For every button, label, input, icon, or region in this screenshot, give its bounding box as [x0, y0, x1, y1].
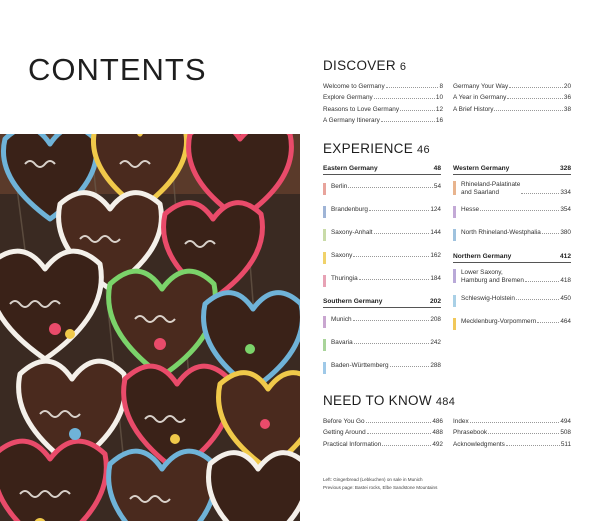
toc-entry-page: 492 [432, 440, 443, 448]
toc-entry-label-line2: Hamburg and Bremen [461, 276, 524, 284]
region-page: 48 [433, 165, 441, 172]
color-tab [453, 181, 456, 195]
need-to-know-left-list [323, 414, 443, 448]
leader-dots [507, 98, 563, 99]
toc-entry-page: 486 [432, 418, 443, 426]
toc-entry-label: Acknowledgments [453, 440, 505, 448]
toc-entry[interactable] [453, 206, 571, 218]
leader-dots [494, 110, 562, 111]
region-page: 328 [559, 165, 571, 172]
leader-dots [480, 210, 559, 211]
color-tab [453, 229, 456, 241]
color-tab [453, 318, 456, 330]
leader-dots [353, 256, 429, 257]
toc-entry[interactable] [323, 414, 443, 425]
toc-entry-label: Before You Go [323, 418, 365, 426]
toc-entry[interactable] [323, 252, 441, 264]
leader-dots [521, 193, 559, 194]
leader-dots [369, 210, 429, 211]
toc-entry-page: 10 [435, 94, 443, 102]
need-to-know-heading [323, 393, 455, 408]
toc-entry[interactable] [323, 339, 441, 351]
leader-dots [359, 279, 430, 280]
toc-entry-page: 511 [560, 440, 571, 448]
color-tab [323, 252, 326, 264]
caption-line: Previous page: Bastei rocks, Elbe Sandstone Mountains [323, 485, 438, 490]
toc-entry-page: 380 [560, 229, 571, 236]
toc-entry-label: Baden-Württemberg [331, 362, 389, 369]
color-tab [323, 206, 326, 218]
page-title: CONTENTS [28, 52, 207, 87]
toc-entry[interactable] [453, 414, 571, 425]
leader-dots [509, 87, 563, 88]
toc-entry-label-line1: Lower Saxony, [461, 269, 503, 276]
leader-dots [353, 320, 430, 321]
experience-heading-text: EXPERIENCE [323, 141, 414, 156]
toc-entry[interactable] [323, 183, 441, 195]
discover-right-list [453, 79, 571, 113]
toc-entry-page: 38 [563, 105, 571, 113]
color-tab [323, 339, 326, 351]
toc-entry-label: A Year in Germany [453, 94, 507, 102]
toc-entry[interactable] [453, 90, 571, 101]
need-to-know-right-list [453, 414, 571, 448]
toc-entry-label: Saxony [331, 252, 353, 259]
photo-caption [323, 476, 437, 492]
toc-entry[interactable] [323, 101, 443, 112]
color-tab [323, 362, 326, 374]
region-label: Southern Germany [323, 298, 383, 305]
color-tab [323, 275, 326, 287]
region-western-germany[interactable] [453, 165, 571, 175]
toc-entry-label: Index [453, 418, 469, 426]
toc-entry-page: 162 [430, 252, 441, 259]
leader-dots [374, 98, 435, 99]
region-northern-germany[interactable] [453, 253, 571, 263]
region-southern-germany[interactable] [323, 298, 441, 308]
color-tab [323, 229, 326, 241]
toc-entry[interactable] [323, 229, 441, 241]
leader-dots [382, 445, 431, 446]
discover-left-list [323, 79, 443, 124]
toc-entry[interactable] [453, 425, 571, 436]
toc-entry[interactable] [323, 316, 441, 328]
toc-entry[interactable] [323, 425, 443, 436]
toc-entry-page: 20 [563, 83, 571, 91]
experience-heading [323, 141, 430, 156]
discover-page: 6 [399, 61, 407, 73]
color-tab [453, 295, 456, 307]
toc-entry-page: 334 [560, 189, 571, 196]
region-page: 412 [559, 253, 571, 260]
caption-line: Left: Gingerbread (Lebkuchen) on sale in Munich [323, 477, 423, 482]
toc-entry-label: Brandenburg [331, 206, 368, 213]
toc-entry[interactable] [453, 436, 571, 447]
region-page: 202 [429, 298, 441, 305]
leader-dots [386, 87, 439, 88]
toc-entry-label: Practical Information [323, 440, 382, 448]
toc-entry[interactable] [453, 101, 571, 112]
toc-entry-page: 144 [430, 229, 441, 236]
color-tab [453, 206, 456, 218]
toc-entry-label: A Brief History [453, 105, 494, 113]
toc-entry-page: 450 [560, 295, 571, 302]
toc-entry[interactable] [323, 206, 441, 218]
toc-entry[interactable] [453, 79, 571, 90]
toc-entry-label: A Germany Itinerary [323, 116, 380, 124]
toc-entry-label: Thuringia [331, 275, 358, 282]
toc-entry-label: Hesse [461, 206, 480, 213]
toc-entry-page: 242 [430, 339, 441, 346]
color-tab [453, 269, 456, 283]
leader-dots [390, 366, 430, 367]
toc-entry-label: Phrasebook [453, 429, 488, 437]
toc-entry-page: 16 [435, 116, 443, 124]
leader-dots [542, 233, 560, 234]
toc-entry[interactable] [323, 113, 443, 124]
region-eastern-germany[interactable] [323, 165, 441, 175]
toc-entry[interactable] [323, 362, 441, 374]
region-label: Eastern Germany [323, 165, 378, 172]
leader-dots [506, 445, 560, 446]
toc-entry-page: 494 [560, 418, 571, 426]
need-to-know-page: 484 [435, 396, 456, 408]
leader-dots [367, 433, 432, 434]
color-tab [323, 316, 326, 328]
toc-entry-label: North Rhineland-Westphalia [461, 229, 541, 236]
leader-dots [488, 433, 559, 434]
toc-entry-label: Saxony-Anhalt [331, 229, 373, 236]
toc-entry-label: Germany Your Way [453, 83, 509, 91]
toc-entry-page: 36 [563, 94, 571, 102]
toc-entry[interactable] [323, 79, 443, 90]
leader-dots [525, 281, 559, 282]
toc-entry-page: 418 [560, 277, 571, 284]
toc-entry[interactable] [453, 181, 571, 196]
toc-entry-label: Welcome to Germany [323, 83, 385, 91]
toc-entry[interactable] [453, 295, 571, 307]
leader-dots [348, 187, 433, 188]
gingerbread-photo [0, 134, 300, 521]
toc-entry[interactable] [323, 275, 441, 287]
leader-dots [537, 322, 559, 323]
toc-entry-page: 54 [433, 183, 441, 190]
toc-entry-page: 124 [430, 206, 441, 213]
toc-entry-label: Getting Around [323, 429, 366, 437]
discover-heading [323, 58, 406, 73]
color-tab [323, 183, 326, 195]
toc-entry-label: Explore Germany [323, 94, 373, 102]
toc-entry-page: 464 [560, 318, 571, 325]
toc-entry-label: Mecklenburg-Vorpommern [461, 318, 537, 325]
experience-page: 46 [417, 144, 430, 156]
toc-entry[interactable] [323, 436, 443, 447]
leader-dots [374, 233, 430, 234]
toc-entry-label: Berlin [331, 183, 348, 190]
toc-entry-page: 184 [430, 275, 441, 282]
leader-dots [400, 110, 435, 111]
discover-heading-text: DISCOVER [323, 58, 396, 73]
toc-entry-page: 12 [435, 105, 443, 113]
need-to-know-heading-text: NEED TO KNOW [323, 393, 432, 408]
toc-entry-page: 488 [432, 429, 443, 437]
toc-entry-label-line1: Rhineland-Palatinate [461, 181, 521, 188]
toc-entry-page: 8 [439, 83, 443, 91]
toc-entry-label: Schleswig-Holstein [461, 295, 515, 302]
leader-dots [366, 422, 432, 423]
leader-dots [354, 343, 430, 344]
leader-dots [470, 422, 560, 423]
toc-entry[interactable] [453, 229, 571, 241]
toc-entry-page: 288 [430, 362, 441, 369]
toc-entry[interactable] [323, 90, 443, 101]
leader-dots [381, 121, 435, 122]
toc-entry-page: 354 [560, 206, 571, 213]
toc-entry-page: 208 [430, 316, 441, 323]
leader-dots [516, 299, 559, 300]
toc-entry-label: Munich [331, 316, 352, 323]
region-label: Northern Germany [453, 253, 512, 260]
toc-entry-label: Bavaria [331, 339, 353, 346]
toc-entry[interactable] [453, 318, 571, 330]
toc-entry-page: 508 [560, 429, 571, 437]
region-label: Western Germany [453, 165, 510, 172]
toc-entry-label: Reasons to Love Germany [323, 105, 400, 113]
toc-entry[interactable] [453, 269, 571, 284]
toc-entry-label-line2: and Saarland [461, 188, 500, 196]
